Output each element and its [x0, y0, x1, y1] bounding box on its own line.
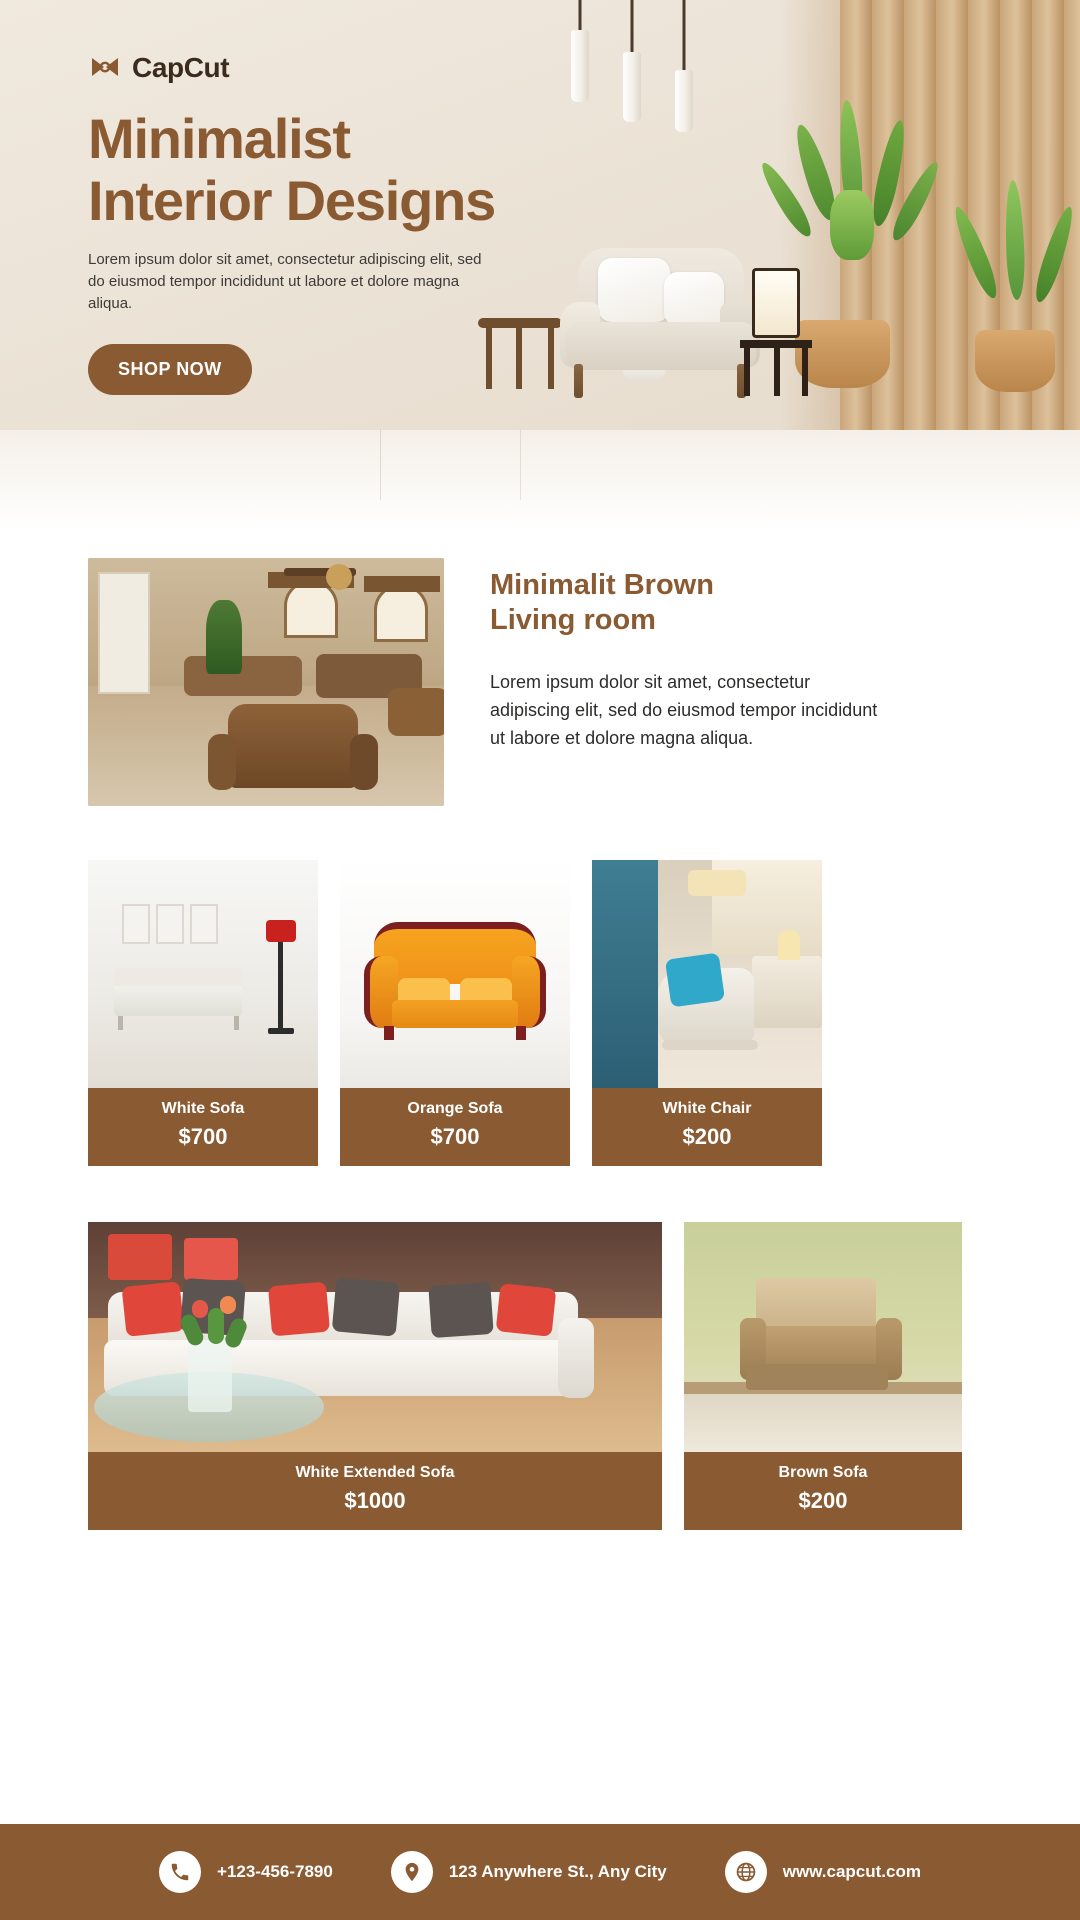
plant-pot-right	[975, 330, 1055, 392]
product-card-white-sofa[interactable]	[88, 860, 318, 1166]
product-card-orange-sofa[interactable]	[340, 860, 570, 1166]
hero-content	[88, 52, 648, 395]
footer-bar	[0, 1824, 1080, 1920]
feature-section	[0, 558, 1080, 806]
product-name: White Extended Sofa	[295, 1464, 455, 1481]
product-name: Brown Sofa	[778, 1464, 868, 1481]
footer-website-text: www.capcut.com	[782, 1862, 921, 1881]
feature-text	[490, 558, 890, 752]
feature-title-line-1: Minimalit Brown	[490, 569, 714, 601]
product-price: $200	[798, 1488, 848, 1513]
product-caption	[592, 1088, 822, 1166]
lantern-decoration	[740, 268, 812, 398]
product-name: White Chair	[662, 1100, 752, 1117]
location-pin-icon	[391, 1851, 433, 1893]
footer-phone[interactable]	[159, 1851, 333, 1893]
product-price: $700	[430, 1124, 480, 1149]
page-title	[88, 108, 648, 231]
product-image-orange-sofa	[340, 860, 570, 1088]
shop-now-button[interactable]: SHOP NOW	[88, 344, 252, 395]
hero-title-line-1: Minimalist	[88, 107, 350, 170]
hero-title-line-2: Interior Designs	[88, 168, 496, 232]
product-price: $700	[178, 1124, 228, 1149]
product-name: White Sofa	[161, 1100, 245, 1117]
capcut-logo-icon	[88, 54, 122, 82]
hero-description: Lorem ipsum dolor sit amet, consectetur adipiscing elit, sed do eiusmod tempor incididunt ut labore et dolore magna aliqua.	[88, 251, 482, 312]
product-card-white-chair[interactable]	[592, 860, 822, 1166]
hero-floor-background	[0, 430, 1080, 530]
brand-name: CapCut	[132, 52, 230, 83]
globe-icon	[725, 1851, 767, 1893]
hero-section	[0, 0, 1080, 530]
product-caption	[88, 1452, 662, 1530]
phone-icon	[159, 1851, 201, 1893]
product-caption	[340, 1088, 570, 1166]
product-price: $1000	[344, 1488, 406, 1513]
feature-image	[88, 558, 444, 806]
product-card-white-extended-sofa[interactable]	[88, 1222, 662, 1530]
product-name: Orange Sofa	[407, 1100, 503, 1117]
product-image-white-extended-sofa	[88, 1222, 662, 1452]
product-image-white-sofa	[88, 860, 318, 1088]
footer-website[interactable]	[725, 1851, 921, 1893]
footer-address-text: 123 Anywhere St., Any City	[448, 1862, 667, 1881]
product-grid-row-1	[0, 860, 1080, 1166]
feature-description: Lorem ipsum dolor sit amet, consectetur adipiscing elit, sed do eiusmod tempor incididunt ut labore et dolore magna aliqua.	[490, 671, 878, 748]
product-image-brown-sofa	[684, 1222, 962, 1452]
product-price: $200	[682, 1124, 732, 1149]
product-card-brown-sofa[interactable]	[684, 1222, 962, 1530]
footer-phone-text: +123-456-7890	[217, 1862, 333, 1881]
product-caption	[88, 1088, 318, 1166]
feature-title	[490, 568, 890, 639]
product-image-white-chair	[592, 860, 822, 1088]
feature-title-line-2: Living room	[490, 604, 656, 637]
footer-address[interactable]	[391, 1851, 667, 1893]
product-caption	[684, 1452, 962, 1530]
brand-lockup	[88, 52, 648, 84]
product-grid-row-2	[0, 1222, 1080, 1530]
